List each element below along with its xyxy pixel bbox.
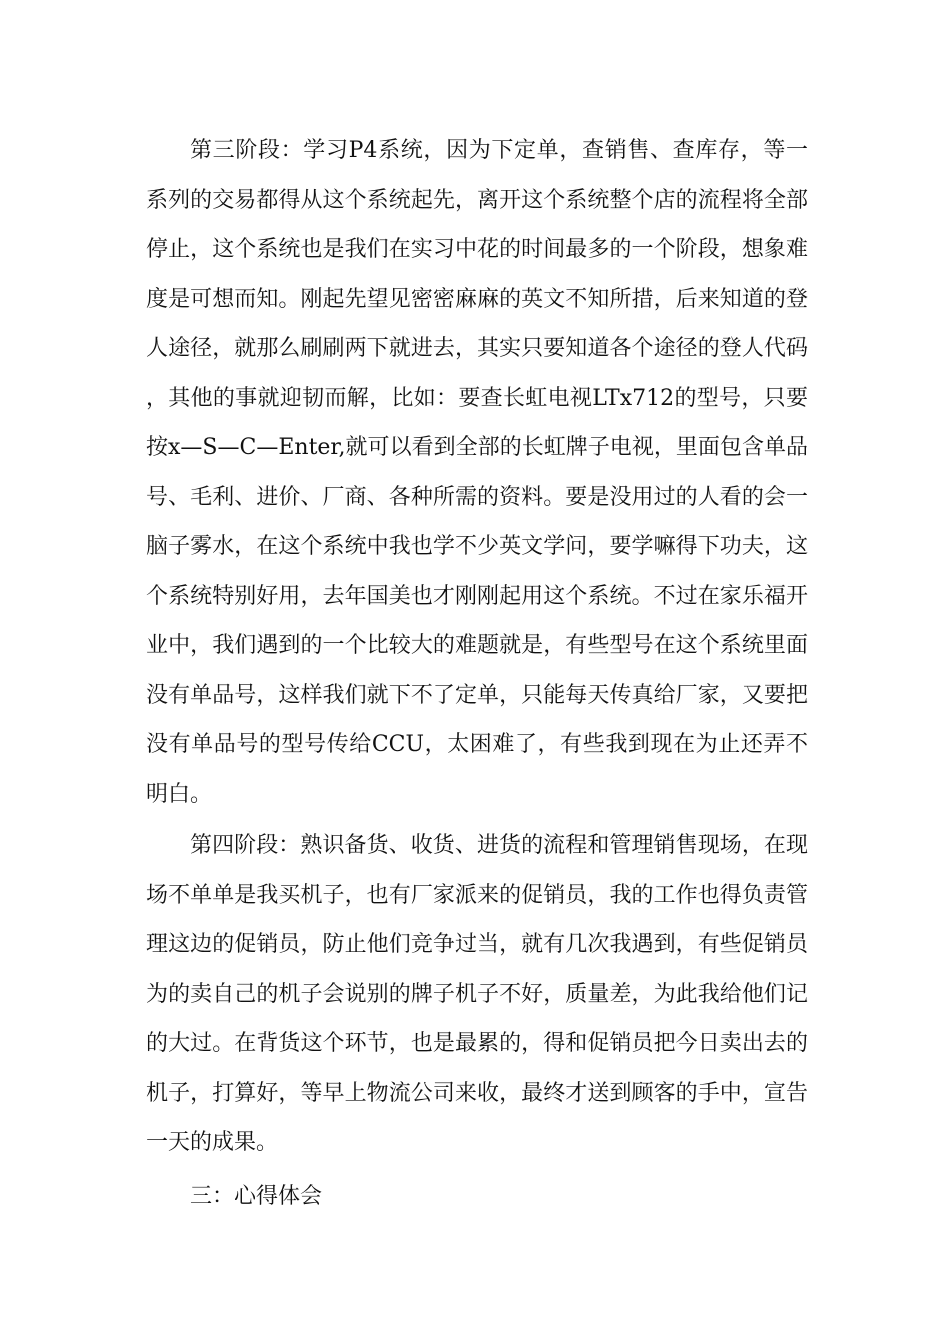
- section-heading: 三：心得体会: [190, 1183, 323, 1209]
- document-body: [146, 126, 808, 1221]
- paragraph-stage-four: 第四阶段：熟识备货、收货、进货的流程和管理销售现场，在现场不单单是我买机子，也有厂家派来的促销员，我的工作也得负责管理这边的促销员，防止他们竞争过当，就有几次我遇到，有些促销员为的卖自己的机子会说别的牌子机子不好，质量差，为此我给他们记的大过。在背货这个环节，也是最累的，得和促销员把今日卖出去的机子，打算好，等早上物流公司来收，最终才送到顾客的手中，宣告一天的成果。: [146, 833, 808, 1155]
- paragraph-stage-three: 第三阶段：学习P4系统，因为下定单，查销售、查库存，等一系列的交易都得从这个系统起先，离开这个系统整个店的流程将全部停止，这个系统也是我们在实习中花的时间最多的一个阶段，想象难度是可想而知。刚起先望见密密麻麻的英文不知所措，后来知道的登人途径，就那么刷刷两下就进去，其实只要知道各个途径的登人代码，其他的事就迎韧而解，比如：要查长虹电视LTx712的型号，只要按x—S—C—Enter,就可以看到全部的长虹牌子电视，里面包含单品号、毛利、进价、厂商、各种所需的资料。要是没用过的人看的会一脑子雾水，在这个系统中我也学不少英文学问，要学嘛得下功夫，这个系统特别好用，去年国美也才刚刚起用这个系统。不过在家乐福开业中，我们遇到的一个比较大的难题就是，有些型号在这个系统里面没有单品号，这样我们就下不了定单，只能每天传真给厂家，又要把没有单品号的型号传给CCU，太困难了，有些我到现在为止还弄不明白。: [146, 138, 808, 807]
